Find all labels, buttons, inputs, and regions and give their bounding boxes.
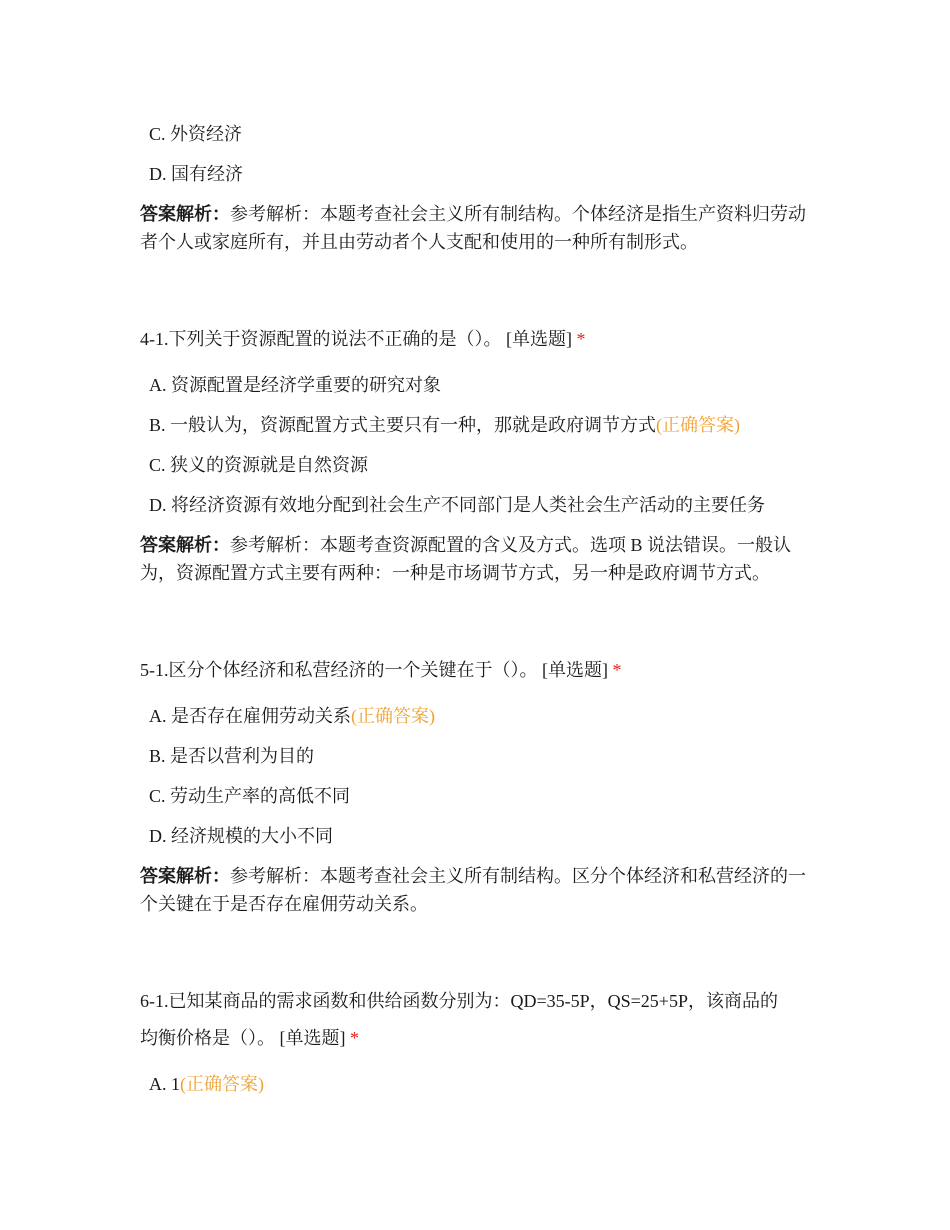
question-text: 6-1.已知某商品的需求函数和供给函数分别为：QD=35-5P，QS=25+5P，该商品的 [140, 991, 778, 1011]
option-text: B. 是否以营利为目的 [149, 746, 315, 766]
analysis-text: 参考解析：本题考查资源配置的含义及方式。选项 B 说法错误。一般认为，资源配置方式主要有两种：一种是市场调节方式，另一种是政府调节方式。 [140, 535, 792, 583]
option-q5-b [149, 743, 314, 769]
option-q3-c [149, 121, 242, 147]
analysis-label: 答案解析： [140, 535, 230, 555]
option-q6-a [149, 1071, 264, 1097]
analysis-text: 参考解析：本题考查社会主义所有制结构。区分个体经济和私营经济的一个关键在于是否存在雇佣劳动关系。 [140, 866, 806, 914]
option-text: D. 将经济资源有效地分配到社会生产不同部门是人类社会生产活动的主要任务 [149, 495, 765, 515]
analysis-label: 答案解析： [140, 866, 230, 886]
question-type: [单选题] [506, 329, 572, 349]
question-text: 5-1.区分个体经济和私营经济的一个关键在于（）。 [140, 660, 538, 680]
question-6-1-line1 [140, 988, 778, 1014]
option-q3-d [149, 161, 243, 187]
correct-answer-tag: (正确答案) [180, 1074, 264, 1094]
option-text: B. 一般认为，资源配置方式主要只有一种，那就是政府调节方式 [149, 415, 657, 435]
question-6-1-line2 [140, 1025, 359, 1051]
question-4-1 [140, 326, 586, 352]
option-text: C. 劳动生产率的高低不同 [149, 786, 351, 806]
option-text: D. 国有经济 [149, 164, 243, 184]
option-text: C. 外资经济 [149, 124, 243, 144]
option-q5-c [149, 783, 350, 809]
answer-analysis-q3 [140, 200, 820, 256]
option-text: C. 狭义的资源就是自然资源 [149, 455, 369, 475]
option-text: D. 经济规模的大小不同 [149, 826, 333, 846]
required-marker: * [350, 1028, 359, 1048]
required-marker: * [576, 329, 586, 349]
question-text: 4-1.下列关于资源配置的说法不正确的是（）。 [140, 329, 502, 349]
option-q4-c [149, 452, 368, 478]
analysis-label: 答案解析： [140, 204, 230, 224]
option-text: A. 是否存在雇佣劳动关系 [149, 706, 351, 726]
question-text-continued: 均衡价格是（）。 [140, 1028, 275, 1048]
question-5-1 [140, 657, 622, 683]
required-marker: * [612, 660, 622, 680]
question-type: [单选题] [279, 1028, 346, 1048]
option-q4-b [149, 412, 740, 438]
option-text: A. 1 [149, 1074, 180, 1094]
analysis-text: 参考解析：本题考查社会主义所有制结构。个体经济是指生产资料归劳动者个人或家庭所有，并且由劳动者个人支配和使用的一种所有制形式。 [140, 204, 806, 252]
option-q5-a [149, 703, 435, 729]
correct-answer-tag: (正确答案) [656, 415, 741, 435]
option-text: A. 资源配置是经济学重要的研究对象 [149, 375, 441, 395]
option-q4-d [149, 492, 765, 518]
option-q4-a [149, 372, 441, 398]
correct-answer-tag: (正确答案) [351, 706, 435, 726]
option-q5-d [149, 823, 333, 849]
question-type: [单选题] [542, 660, 608, 680]
answer-analysis-q4 [140, 531, 820, 587]
answer-analysis-q5 [140, 862, 820, 918]
